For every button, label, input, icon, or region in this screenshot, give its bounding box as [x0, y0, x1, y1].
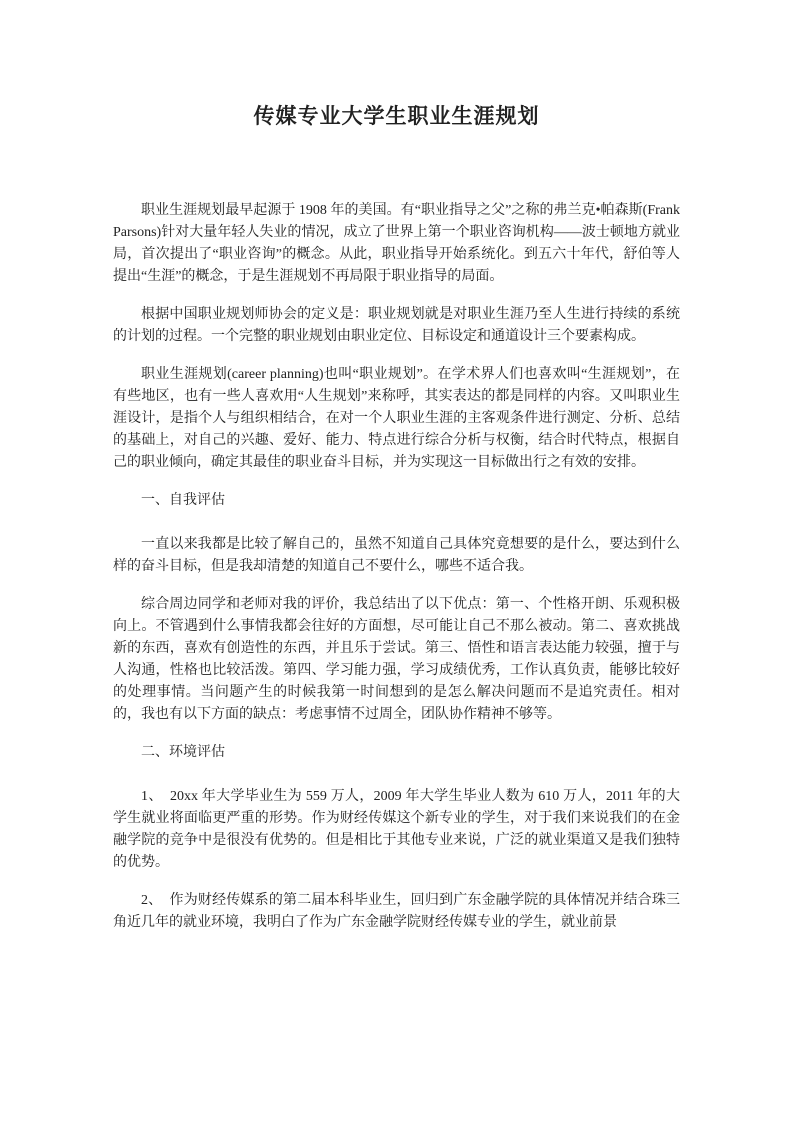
section-heading-self-assessment: 一、自我评估 — [141, 493, 225, 508]
paragraph-finance-media-graduates: 2、 作为财经传媒系的第二届本科毕业生，回归到广东金融学院的具体情况并结合珠三角近几年的就业环境，我明白了作为广东金融学院财经传媒专业的学生，就业前景 — [113, 893, 680, 930]
paragraph-career-planning-origin: 职业生涯规划最早起源于 1908 年的美国。有“职业指导之父”之称的弗兰克•帕森斯(Frank Parsons)针对大量年轻人失业的情况，成立了世界上第一个职业咨询机构——波士顿地方就业局，首次提出了“职业咨询”的概念。从此，职业指导开始系统化。到五六十年代，舒伯等人提出“生涯”的概念，于是生涯规划不再局限于职业指导的局面。 — [113, 203, 680, 284]
paragraph-china-association-definition: 根据中国职业规划师协会的定义是：职业规划就是对职业生涯乃至人生进行持续的系统的计划的过程。一个完整的职业规划由职业定位、目标设定和通道设计三个要素构成。 — [113, 307, 680, 344]
document-title: 传媒专业大学生职业生涯规划 — [253, 104, 540, 128]
section-heading-environment-assessment: 二、环境评估 — [141, 745, 225, 760]
paragraph-self-knowledge: 一直以来我都是比较了解自己的，虽然不知道自己具体究竟想要的是什么，要达到什么样的奋斗目标，但是我却清楚的知道自己不要什么，哪些不适合我。 — [113, 537, 680, 574]
paragraph-graduate-employment-stats: 1、 20xx 年大学毕业生为 559 万人，2009 年大学生毕业人数为 610 万人，2011 年的大学生就业将面临更严重的形势。作为财经传媒这个新专业的学生，对于我们来说我们的在金融学院的竞争中是很没有优势的。但是相比于其他专业来说，广泛的就业渠道又是我们独特的优势。 — [113, 789, 680, 870]
paragraph-career-planning-definition: 职业生涯规划(career planning)也叫“职业规划”。在学术界人们也喜欢叫“生涯规划”，在有些地区，也有一些人喜欢用“人生规划”来称呼，其实表达的都是同样的内容。又叫职业生涯设计，是指个人与组织相结合，在对一个人职业生涯的主客观条件进行测定、分析、总结的基础上，对自己的兴趣、爱好、能力、特点进行综合分析与权衡，结合时代特点，根据自己的职业倾向，确定其最佳的职业奋斗目标，并为实现这一目标做出行之有效的安排。 — [113, 367, 680, 470]
document-content — [113, 0, 680, 950]
paragraph-strengths-weaknesses: 综合周边同学和老师对我的评价，我总结出了以下优点：第一、个性格开朗、乐观积极向上。不管遇到什么事情我都会往好的方面想，尽可能让自己不那么被动。第二、喜欢挑战新的东西，喜欢有创造性的东西，并且乐于尝试。第三、悟性和语言表达能力较强，擅于与人沟通，性格也比较活泼。第四、学习能力强，学习成绩优秀，工作认真负责，能够比较好的处理事情。当问题产生的时候我第一时间想到的是怎么解决问题而不是追究责任。相对的，我也有以下方面的缺点：考虑事情不过周全，团队协作精神不够等。 — [113, 597, 680, 722]
